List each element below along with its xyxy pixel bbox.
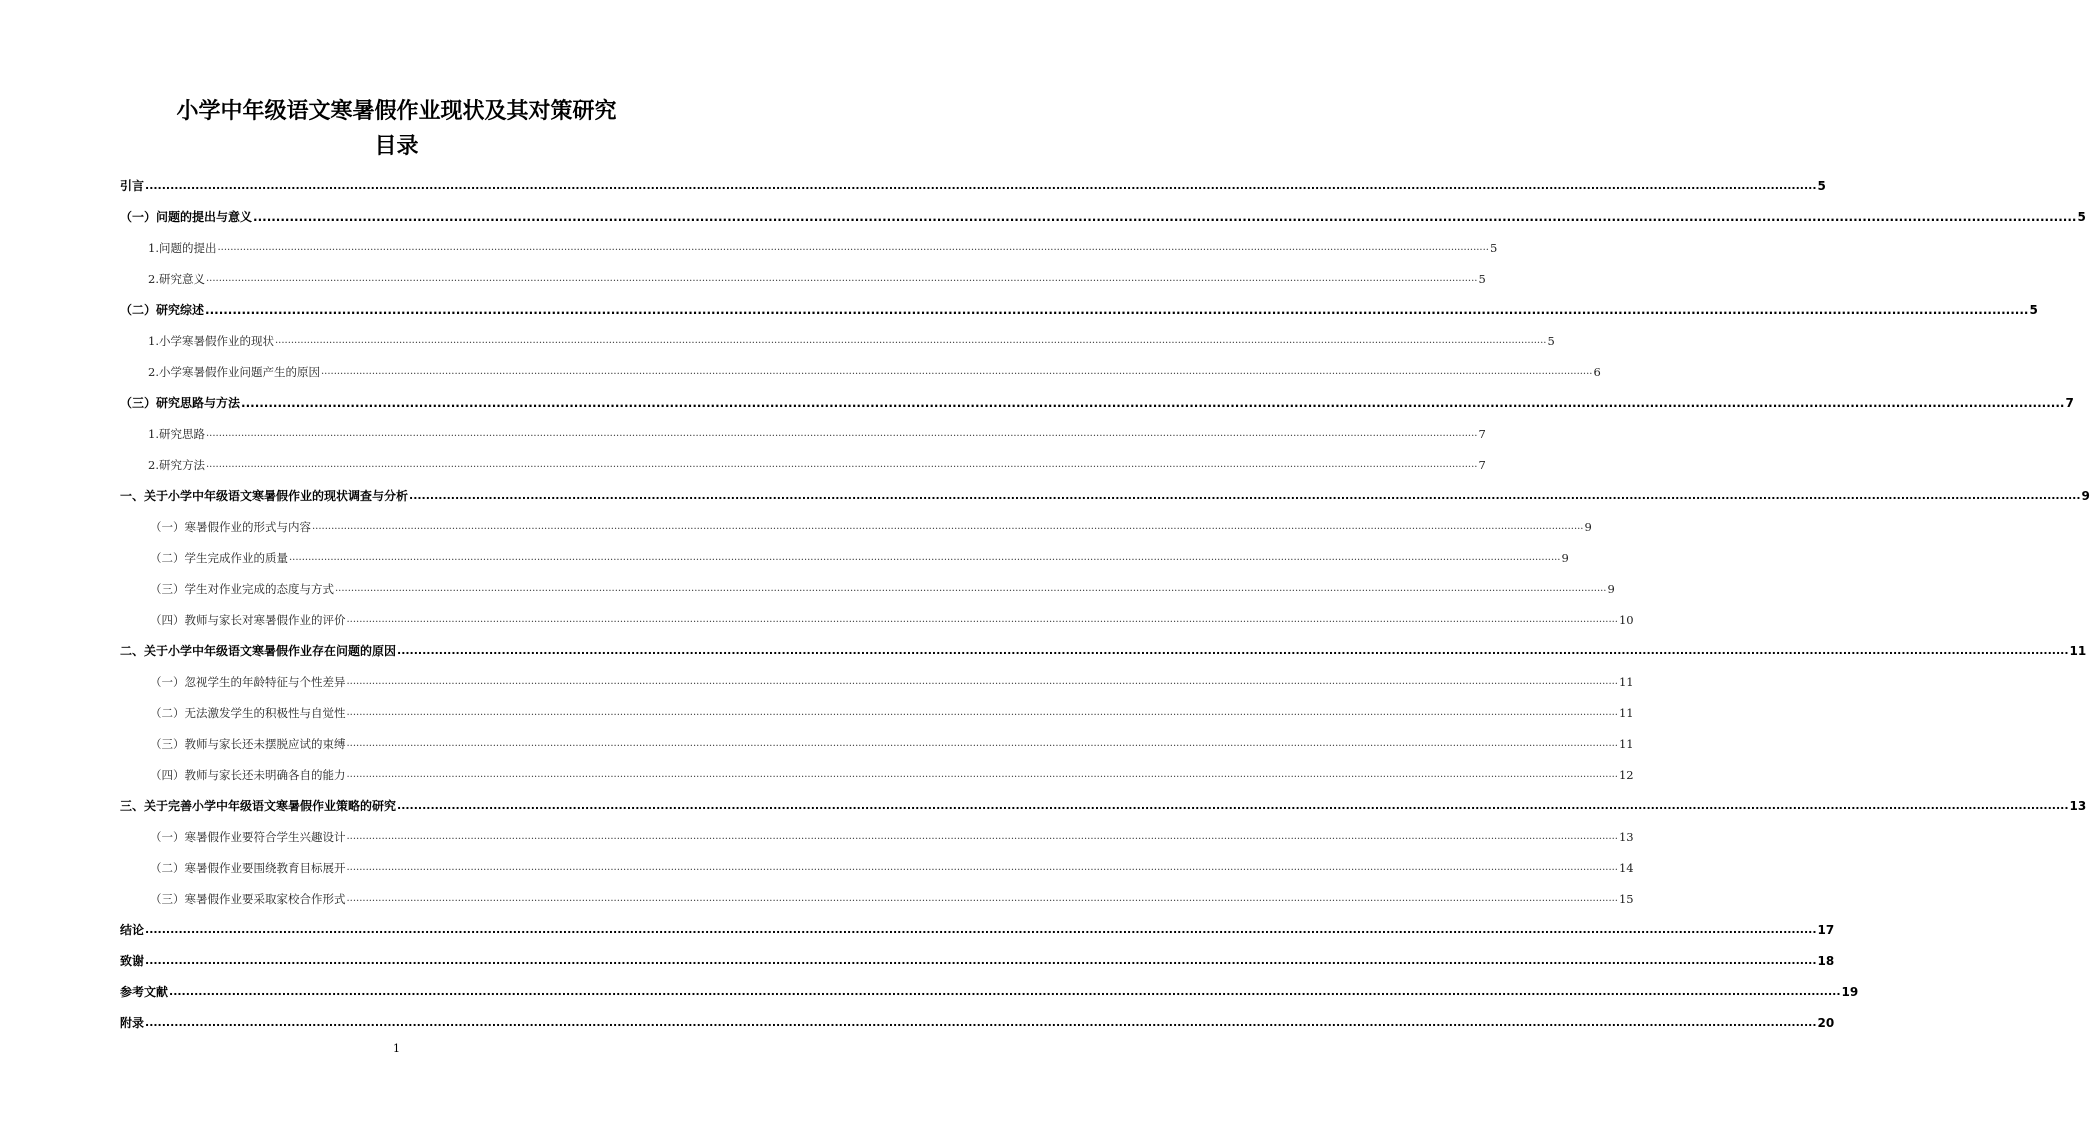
toc-entry[interactable]	[120, 542, 1569, 573]
toc-dot-leader: ................................................................................................................................................................................................................................................................................................................................................................................................................	[205, 459, 1478, 470]
toc-entry-label: （三）学生对作业完成的态度与方式	[150, 581, 334, 596]
toc-entry-page: 11	[1618, 674, 1634, 689]
toc-entry-label: 2.小学寒暑假作业问题产生的原因	[148, 364, 320, 379]
toc-entry-page: 10	[1618, 612, 1634, 627]
toc-dot-leader: ................................................................................................................................................................................................................................................................................................................................................................................................................	[346, 738, 1618, 749]
toc-entry-label: 致谢	[120, 954, 145, 968]
toc-entry-page: 7	[1478, 457, 1486, 472]
toc-entry-page: 17	[1817, 922, 1835, 937]
toc-entry[interactable]	[120, 418, 1486, 449]
toc-entry[interactable]	[120, 294, 2038, 325]
toc-entry[interactable]	[120, 263, 1486, 294]
toc-entry-page: 11	[1618, 736, 1634, 751]
toc-entry-label: （二）研究综述	[120, 303, 205, 317]
toc-entry[interactable]	[120, 883, 1634, 914]
toc-dot-leader: ................................................................................................................................................................................................................................................................................................................................................................................................................	[241, 395, 2065, 410]
toc-entry-page: 7	[1478, 426, 1486, 441]
toc-dot-leader: ................................................................................................................................................................................................................................................................................................................................................................................................................	[289, 552, 1561, 563]
toc-dot-leader: ................................................................................................................................................................................................................................................................................................................................................................................................................	[346, 862, 1618, 873]
toc-entry-page: 13	[1618, 829, 1634, 844]
toc-dot-leader: ................................................................................................................................................................................................................................................................................................................................................................................................................	[346, 676, 1618, 687]
toc-entry-label: 结论	[120, 923, 145, 937]
toc-entry-label: （二）学生完成作业的质量	[150, 550, 288, 565]
table-of-contents	[120, 170, 2090, 1038]
toc-entry[interactable]	[120, 790, 2087, 821]
toc-entry-label: （二）寒暑假作业要围绕教育目标展开	[150, 860, 346, 875]
toc-entry[interactable]	[120, 666, 1634, 697]
toc-entry-page: 15	[1618, 891, 1634, 906]
toc-entry[interactable]	[120, 635, 2087, 666]
toc-entry-page: 5	[2077, 209, 2086, 224]
toc-entry-page: 5	[1547, 333, 1555, 348]
toc-dot-leader: ................................................................................................................................................................................................................................................................................................................................................................................................................	[397, 799, 2069, 812]
toc-entry-label: （三）寒暑假作业要采取家校合作形式	[150, 891, 346, 906]
toc-entry-page: 18	[1817, 953, 1835, 968]
toc-entry-label: （一）忽视学生的年龄特征与个性差异	[150, 674, 346, 689]
toc-entry-label: 参考文献	[120, 985, 169, 999]
toc-entry[interactable]	[120, 759, 1634, 790]
toc-entry-label: （一）寒暑假作业要符合学生兴趣设计	[150, 829, 346, 844]
toc-dot-leader: ................................................................................................................................................................................................................................................................................................................................................................................................................	[217, 242, 1489, 253]
toc-entry-page: 5	[1489, 240, 1498, 255]
toc-dot-leader: ................................................................................................................................................................................................................................................................................................................................................................................................................	[145, 954, 1817, 967]
toc-dot-leader: ................................................................................................................................................................................................................................................................................................................................................................................................................	[145, 179, 1817, 192]
toc-entry-label: （三）教师与家长还未摆脱应试的束缚	[150, 736, 346, 751]
toc-entry[interactable]	[120, 356, 1601, 387]
toc-entry-page: 13	[2069, 798, 2087, 813]
toc-entry-label: （四）教师与家长还未明确各自的能力	[150, 767, 346, 782]
toc-entry[interactable]	[120, 170, 1826, 201]
toc-dot-leader: ................................................................................................................................................................................................................................................................................................................................................................................................................	[145, 923, 1817, 936]
toc-entry[interactable]	[120, 480, 2090, 511]
toc-dot-leader: ................................................................................................................................................................................................................................................................................................................................................................................................................	[335, 583, 1607, 594]
toc-entry-page: 14	[1618, 860, 1634, 875]
toc-dot-leader: ................................................................................................................................................................................................................................................................................................................................................................................................................	[409, 489, 2081, 502]
toc-entry-page: 5	[2029, 302, 2038, 317]
toc-entry[interactable]	[120, 201, 2086, 232]
toc-entry-page: 5	[1478, 271, 1486, 286]
toc-entry[interactable]	[120, 325, 1555, 356]
toc-entry-page: 9	[1561, 550, 1569, 565]
toc-entry-page: 9	[1584, 519, 1592, 534]
toc-entry[interactable]	[120, 511, 1592, 542]
toc-entry[interactable]	[120, 728, 1634, 759]
toc-dot-leader: ................................................................................................................................................................................................................................................................................................................................................................................................................	[346, 831, 1618, 842]
toc-entry[interactable]	[120, 604, 1634, 635]
toc-dot-leader: ................................................................................................................................................................................................................................................................................................................................................................................................................	[274, 335, 1547, 346]
toc-dot-leader: ................................................................................................................................................................................................................................................................................................................................................................................................................	[346, 614, 1618, 625]
toc-entry-page: 6	[1593, 364, 1601, 379]
toc-dot-leader: ................................................................................................................................................................................................................................................................................................................................................................................................................	[312, 521, 1584, 532]
toc-entry-label: 附录	[120, 1016, 145, 1030]
toc-entry-page: 11	[1618, 705, 1634, 720]
toc-entry-page: 9	[2081, 488, 2090, 503]
toc-dot-leader: ................................................................................................................................................................................................................................................................................................................................................................................................................	[145, 1016, 1817, 1029]
toc-entry-label: （三）研究思路与方法	[120, 396, 241, 410]
toc-dot-leader: ................................................................................................................................................................................................................................................................................................................................................................................................................	[205, 302, 2029, 317]
toc-entry-label: 三、关于完善小学中年级语文寒暑假作业策略的研究	[120, 799, 397, 813]
toc-entry-label: 2.研究方法	[148, 457, 205, 472]
toc-entry-label: 二、关于小学中年级语文寒暑假作业存在问题的原因	[120, 644, 397, 658]
toc-entry-label: （一）问题的提出与意义	[120, 210, 253, 224]
toc-entry-label: 1.问题的提出	[148, 240, 217, 255]
toc-dot-leader: ................................................................................................................................................................................................................................................................................................................................................................................................................	[397, 644, 2069, 657]
toc-entry-label: （二）无法激发学生的积极性与自觉性	[150, 705, 346, 720]
toc-entry[interactable]	[120, 449, 1486, 480]
toc-entry-label: 1.小学寒暑假作业的现状	[148, 333, 274, 348]
toc-entry-page: 5	[1817, 178, 1826, 193]
toc-entry-page: 9	[1607, 581, 1615, 596]
toc-entry-page: 11	[2069, 643, 2087, 658]
toc-entry[interactable]	[120, 821, 1634, 852]
toc-entry-label: 1.研究思路	[148, 426, 205, 441]
toc-entry[interactable]	[120, 387, 2074, 418]
toc-entry-label: 一、关于小学中年级语文寒暑假作业的现状调查与分析	[120, 489, 409, 503]
toc-entry-label: 2.研究意义	[148, 271, 205, 286]
document-title: 小学中年级语文寒暑假作业现状及其对策研究	[176, 99, 617, 124]
toc-entry[interactable]	[120, 914, 1835, 945]
toc-entry[interactable]	[120, 573, 1615, 604]
toc-entry[interactable]	[120, 976, 1859, 1007]
toc-entry-page: 20	[1817, 1015, 1835, 1030]
toc-dot-leader: ................................................................................................................................................................................................................................................................................................................................................................................................................	[205, 273, 1478, 284]
toc-dot-leader: ................................................................................................................................................................................................................................................................................................................................................................................................................	[253, 209, 2077, 224]
toc-dot-leader: ................................................................................................................................................................................................................................................................................................................................................................................................................	[169, 985, 1841, 998]
toc-entry[interactable]	[120, 945, 1835, 976]
toc-dot-leader: ................................................................................................................................................................................................................................................................................................................................................................................................................	[320, 366, 1593, 377]
toc-dot-leader: ................................................................................................................................................................................................................................................................................................................................................................................................................	[205, 428, 1478, 439]
toc-entry-page: 12	[1618, 767, 1634, 782]
page-number: 1	[393, 1042, 400, 1055]
toc-entry-page: 7	[2065, 395, 2074, 410]
toc-entry-label: （四）教师与家长对寒暑假作业的评价	[150, 612, 346, 627]
toc-entry-page: 19	[1841, 984, 1859, 999]
toc-dot-leader: ................................................................................................................................................................................................................................................................................................................................................................................................................	[346, 707, 1618, 718]
toc-entry[interactable]	[120, 697, 1634, 728]
toc-heading: 目录	[374, 134, 419, 159]
toc-entry[interactable]	[120, 1007, 1835, 1038]
toc-entry-label: 引言	[120, 179, 145, 193]
toc-entry-label: （一）寒暑假作业的形式与内容	[150, 519, 311, 534]
toc-entry[interactable]	[120, 852, 1634, 883]
toc-entry[interactable]	[120, 232, 1498, 263]
toc-dot-leader: ................................................................................................................................................................................................................................................................................................................................................................................................................	[346, 893, 1618, 904]
toc-dot-leader: ................................................................................................................................................................................................................................................................................................................................................................................................................	[346, 769, 1618, 780]
